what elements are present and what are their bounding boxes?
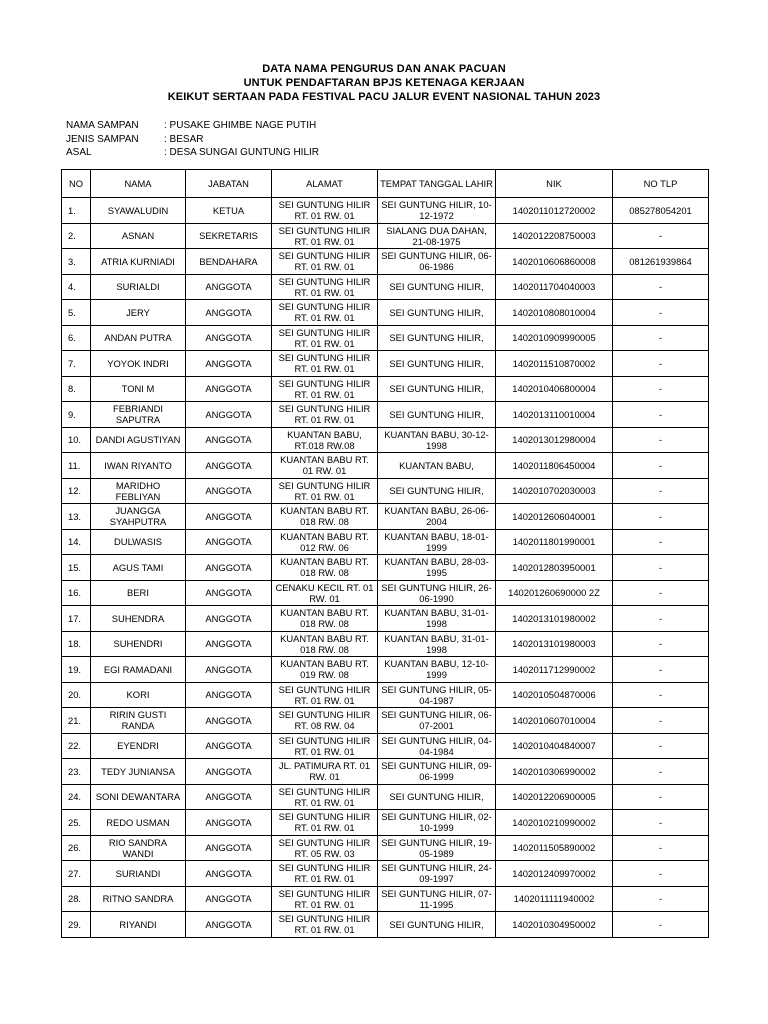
cell-ttl: KUANTAN BABU, 28-03-1995 [378,555,496,581]
cell-jabatan: ANGGOTA [186,376,272,402]
cell-ttl: SEI GUNTUNG HILIR, [378,300,496,326]
cell-jabatan: ANGGOTA [186,759,272,785]
cell-ttl: SEI GUNTUNG HILIR, 19-05-1989 [378,835,496,861]
cell-alamat: CENAKU KECIL RT. 01 RW. 01 [272,580,378,606]
table-header-row [62,170,709,198]
cell-no-tlp: - [613,657,709,683]
cell-ttl: KUANTAN BABU, 31-01-1998 [378,606,496,632]
cell-nama: RIRIN GUSTI RANDA [91,708,186,734]
table-row [62,351,709,377]
cell-nik: 1402010306990002 [496,759,613,785]
cell-no-tlp: - [613,835,709,861]
table-row [62,708,709,734]
cell-jabatan: ANGGOTA [186,733,272,759]
cell-nama: RIO SANDRA WANDI [91,835,186,861]
cell-alamat: SEI GUNTUNG HILIR RT. 01 RW. 01 [272,861,378,887]
cell-nik: 1402013110010004 [496,402,613,428]
jenis-sampan-row [66,133,319,147]
cell-jabatan: ANGGOTA [186,427,272,453]
cell-nik: 1402010702030003 [496,478,613,504]
cell-jabatan: ANGGOTA [186,580,272,606]
col-header-nik: NIK [496,170,613,198]
cell-nama: EYENDRI [91,733,186,759]
cell-nama: DANDI AGUSTIYAN [91,427,186,453]
cell-jabatan: ANGGOTA [186,504,272,530]
cell-alamat: SEI GUNTUNG HILIR RT. 01 RW. 01 [272,249,378,275]
cell-no: 15. [62,555,91,581]
cell-jabatan: ANGGOTA [186,784,272,810]
cell-nama: ANDAN PUTRA [91,325,186,351]
cell-ttl: SIALANG DUA DAHAN, 21-08-1975 [378,223,496,249]
table-row [62,759,709,785]
cell-jabatan: ANGGOTA [186,708,272,734]
asal-row [66,146,319,160]
cell-no: 19. [62,657,91,683]
cell-nama: ATRIA KURNIADI [91,249,186,275]
cell-no: 7. [62,351,91,377]
cell-jabatan: ANGGOTA [186,886,272,912]
cell-jabatan: ANGGOTA [186,631,272,657]
cell-no: 16. [62,580,91,606]
cell-no-tlp: - [613,504,709,530]
cell-nik: 1402011704040003 [496,274,613,300]
cell-no: 17. [62,606,91,632]
cell-alamat: SEI GUNTUNG HILIR RT. 01 RW. 01 [272,784,378,810]
cell-nik: 1402010404840007 [496,733,613,759]
cell-nama: SUHENDRI [91,631,186,657]
cell-alamat: SEI GUNTUNG HILIR RT. 01 RW. 01 [272,886,378,912]
cell-nik: 1402011510870002 [496,351,613,377]
cell-alamat: SEI GUNTUNG HILIR RT. 01 RW. 01 [272,325,378,351]
cell-no: 28. [62,886,91,912]
cell-nik: 1402011806450004 [496,453,613,479]
cell-ttl: KUANTAN BABU, [378,453,496,479]
cell-nama: KORI [91,682,186,708]
cell-ttl: SEI GUNTUNG HILIR, 04-04-1984 [378,733,496,759]
cell-no-tlp: - [613,810,709,836]
document-title [0,62,768,104]
cell-nama: TEDY JUNIANSA [91,759,186,785]
col-header-ttl: TEMPAT TANGGAL LAHIR [378,170,496,198]
cell-nik: 1402012206900005 [496,784,613,810]
title-line-2: UNTUK PENDAFTARAN BPJS KETENAGA KERJAAN [243,77,525,89]
cell-ttl: KUANTAN BABU, 31-01-1998 [378,631,496,657]
table-row [62,274,709,300]
cell-no-tlp: - [613,733,709,759]
table-row [62,682,709,708]
cell-ttl: SEI GUNTUNG HILIR, 06-06-1986 [378,249,496,275]
table-row [62,784,709,810]
cell-alamat: SEI GUNTUNG HILIR RT. 05 RW. 03 [272,835,378,861]
cell-ttl: SEI GUNTUNG HILIR, [378,325,496,351]
cell-no: 27. [62,861,91,887]
cell-no-tlp: 085278054201 [613,198,709,224]
cell-nama: SYAWALUDIN [91,198,186,224]
cell-no-tlp: - [613,223,709,249]
cell-alamat: SEI GUNTUNG HILIR RT. 01 RW. 01 [272,376,378,402]
cell-nik: 1402012803950001 [496,555,613,581]
asal-label: ASAL [66,147,92,158]
col-header-nama: NAMA [91,170,186,198]
table-row [62,529,709,555]
cell-jabatan: ANGGOTA [186,453,272,479]
cell-no-tlp: - [613,912,709,938]
cell-no: 20. [62,682,91,708]
table-row [62,198,709,224]
cell-nik: 1402010406800004 [496,376,613,402]
cell-alamat: KUANTAN BABU RT. 019 RW. 08 [272,657,378,683]
cell-jabatan: ANGGOTA [186,682,272,708]
cell-nama: RIYANDI [91,912,186,938]
cell-ttl: SEI GUNTUNG HILIR, [378,784,496,810]
cell-no: 4. [62,274,91,300]
cell-nama: EGI RAMADANI [91,657,186,683]
cell-nik: 1402012606040001 [496,504,613,530]
cell-nik: 1402010909990005 [496,325,613,351]
cell-nama: ASNAN [91,223,186,249]
cell-no: 23. [62,759,91,785]
table-row [62,886,709,912]
cell-no-tlp: - [613,274,709,300]
cell-nama: IWAN RIYANTO [91,453,186,479]
cell-jabatan: ANGGOTA [186,657,272,683]
cell-nama: BERI [91,580,186,606]
table-row [62,835,709,861]
jenis-sampan-label: JENIS SAMPAN [66,133,139,145]
cell-no: 3. [62,249,91,275]
cell-ttl: KUANTAN BABU, 30-12-1998 [378,427,496,453]
cell-nama: JERY [91,300,186,326]
cell-no-tlp: - [613,861,709,887]
cell-nama: SURIALDI [91,274,186,300]
cell-ttl: SEI GUNTUNG HILIR, 09-06-1999 [378,759,496,785]
boat-info [66,119,319,160]
cell-no: 26. [62,835,91,861]
col-header-no-tlp: NO TLP [613,170,709,198]
table-row [62,733,709,759]
cell-alamat: KUANTAN BABU, RT.018 RW.08 [272,427,378,453]
cell-nik: 1402013012980004 [496,427,613,453]
cell-ttl: KUANTAN BABU, 26-06-2004 [378,504,496,530]
cell-ttl: KUANTAN BABU, 18-01-1999 [378,529,496,555]
cell-alamat: JL. PATIMURA RT. 01 RW. 01 [272,759,378,785]
cell-alamat: SEI GUNTUNG HILIR RT. 01 RW. 01 [272,733,378,759]
cell-no-tlp: - [613,682,709,708]
cell-ttl: SEI GUNTUNG HILIR, 02-10-1999 [378,810,496,836]
asal-value: : DESA SUNGAI GUNTUNG HILIR [164,147,320,158]
cell-no: 12. [62,478,91,504]
cell-no: 11. [62,453,91,479]
members-table [61,169,709,938]
cell-jabatan: ANGGOTA [186,325,272,351]
cell-nik: 1402010607010004 [496,708,613,734]
cell-nama: DULWASIS [91,529,186,555]
cell-nik: 1402010504870006 [496,682,613,708]
cell-no: 29. [62,912,91,938]
cell-ttl: SEI GUNTUNG HILIR, 24-09-1997 [378,861,496,887]
table-row [62,555,709,581]
cell-ttl: SEI GUNTUNG HILIR, [378,478,496,504]
cell-alamat: SEI GUNTUNG HILIR RT. 01 RW. 01 [272,351,378,377]
cell-no: 21. [62,708,91,734]
cell-jabatan: ANGGOTA [186,861,272,887]
col-header-jabatan: JABATAN [186,170,272,198]
nama-sampan-label: NAMA SAMPAN [66,120,139,131]
cell-nama: RITNO SANDRA [91,886,186,912]
cell-ttl: SEI GUNTUNG HILIR, 05-04-1987 [378,682,496,708]
cell-nik: 1402010304950002 [496,912,613,938]
cell-nik: 1402013101980003 [496,631,613,657]
cell-no-tlp: - [613,351,709,377]
cell-no-tlp: 081261939864 [613,249,709,275]
table-row [62,861,709,887]
cell-ttl: SEI GUNTUNG HILIR, 06-07-2001 [378,708,496,734]
cell-no-tlp: - [613,300,709,326]
table-row [62,376,709,402]
cell-no: 5. [62,300,91,326]
table-row [62,325,709,351]
cell-no: 9. [62,402,91,428]
table-row [62,657,709,683]
cell-nama: SONI DEWANTARA [91,784,186,810]
cell-jabatan: ANGGOTA [186,835,272,861]
cell-nik: 1402011111940002 [496,886,613,912]
col-header-alamat: ALAMAT [272,170,378,198]
title-line-3: KEIKUT SERTAAN PADA FESTIVAL PACU JALUR EVENT NASIONAL TAHUN 2023 [167,91,601,103]
cell-nama: MARIDHO FEBLIYAN [91,478,186,504]
cell-nik: 1402012409970002 [496,861,613,887]
table-row [62,223,709,249]
table-row [62,504,709,530]
cell-no-tlp: - [613,555,709,581]
cell-alamat: KUANTAN BABU RT. 018 RW. 08 [272,606,378,632]
cell-alamat: KUANTAN BABU RT. 018 RW. 08 [272,555,378,581]
cell-jabatan: KETUA [186,198,272,224]
cell-nik: 1402011505890002 [496,835,613,861]
table-row [62,478,709,504]
cell-ttl: KUANTAN BABU, 12-10-1999 [378,657,496,683]
cell-no-tlp: - [613,759,709,785]
cell-no: 14. [62,529,91,555]
cell-no: 2. [62,223,91,249]
cell-alamat: SEI GUNTUNG HILIR RT. 01 RW. 01 [272,274,378,300]
cell-nik: 140201260690000 2Z [496,580,613,606]
cell-jabatan: ANGGOTA [186,606,272,632]
cell-jabatan: ANGGOTA [186,402,272,428]
cell-nama: SURIANDI [91,861,186,887]
cell-ttl: SEI GUNTUNG HILIR, [378,402,496,428]
cell-nama: TONI M [91,376,186,402]
cell-no-tlp: - [613,529,709,555]
cell-jabatan: ANGGOTA [186,274,272,300]
table-row [62,810,709,836]
cell-alamat: KUANTAN BABU RT. 01 RW. 01 [272,453,378,479]
cell-no: 13. [62,504,91,530]
table-row [62,912,709,938]
jenis-sampan-value: : BESAR [164,133,204,145]
cell-ttl: SEI GUNTUNG HILIR, [378,376,496,402]
cell-alamat: KUANTAN BABU RT. 018 RW. 08 [272,631,378,657]
cell-nama: SUHENDRA [91,606,186,632]
table-row [62,300,709,326]
cell-nik: 1402012208750003 [496,223,613,249]
cell-no-tlp: - [613,784,709,810]
cell-no-tlp: - [613,631,709,657]
cell-ttl: SEI GUNTUNG HILIR, [378,351,496,377]
cell-alamat: SEI GUNTUNG HILIR RT. 01 RW. 01 [272,478,378,504]
cell-nik: 1402010210990002 [496,810,613,836]
table-row [62,631,709,657]
table-row [62,249,709,275]
cell-jabatan: ANGGOTA [186,810,272,836]
cell-jabatan: ANGGOTA [186,912,272,938]
cell-no-tlp: - [613,427,709,453]
cell-jabatan: ANGGOTA [186,300,272,326]
cell-jabatan: ANGGOTA [186,351,272,377]
cell-no-tlp: - [613,580,709,606]
cell-no: 24. [62,784,91,810]
cell-alamat: SEI GUNTUNG HILIR RT. 01 RW. 01 [272,912,378,938]
cell-no-tlp: - [613,708,709,734]
cell-no-tlp: - [613,376,709,402]
title-line-1: DATA NAMA PENGURUS DAN ANAK PACUAN [262,63,506,75]
cell-alamat: SEI GUNTUNG HILIR RT. 01 RW. 01 [272,682,378,708]
cell-ttl: SEI GUNTUNG HILIR, [378,274,496,300]
nama-sampan-value: : PUSAKE GHIMBE NAGE PUTIH [164,120,317,131]
table-row [62,402,709,428]
cell-nama: REDO USMAN [91,810,186,836]
cell-nik: 1402010808010004 [496,300,613,326]
cell-jabatan: ANGGOTA [186,555,272,581]
cell-alamat: KUANTAN BABU RT. 012 RW. 06 [272,529,378,555]
cell-alamat: KUANTAN BABU RT. 018 RW. 08 [272,504,378,530]
cell-no-tlp: - [613,453,709,479]
cell-no: 8. [62,376,91,402]
table-row [62,427,709,453]
cell-nik: 1402011712990002 [496,657,613,683]
cell-alamat: SEI GUNTUNG HILIR RT. 01 RW. 01 [272,223,378,249]
cell-no: 1. [62,198,91,224]
cell-nama: YOYOK INDRI [91,351,186,377]
cell-alamat: SEI GUNTUNG HILIR RT. 01 RW. 01 [272,810,378,836]
cell-nama: AGUS TAMI [91,555,186,581]
cell-jabatan: ANGGOTA [186,478,272,504]
cell-ttl: SEI GUNTUNG HILIR, 07-11-1995 [378,886,496,912]
col-header-no: NO [62,170,91,198]
cell-nama: JUANGGA SYAHPUTRA [91,504,186,530]
cell-no: 22. [62,733,91,759]
cell-nik: 1402013101980002 [496,606,613,632]
cell-jabatan: SEKRETARIS [186,223,272,249]
cell-nama: FEBRIANDI SAPUTRA [91,402,186,428]
cell-no-tlp: - [613,402,709,428]
nama-sampan-row [66,119,319,133]
table-row [62,580,709,606]
cell-nik: 1402011012720002 [496,198,613,224]
cell-alamat: SEI GUNTUNG HILIR RT. 08 RW. 04 [272,708,378,734]
cell-no-tlp: - [613,886,709,912]
table-row [62,606,709,632]
cell-no-tlp: - [613,325,709,351]
table-row [62,453,709,479]
cell-no: 25. [62,810,91,836]
cell-no: 10. [62,427,91,453]
cell-no-tlp: - [613,606,709,632]
cell-alamat: SEI GUNTUNG HILIR RT. 01 RW. 01 [272,198,378,224]
cell-no: 6. [62,325,91,351]
cell-nik: 1402010606860008 [496,249,613,275]
cell-jabatan: ANGGOTA [186,529,272,555]
cell-alamat: SEI GUNTUNG HILIR RT. 01 RW. 01 [272,402,378,428]
cell-jabatan: BENDAHARA [186,249,272,275]
cell-nik: 1402011801990001 [496,529,613,555]
cell-ttl: SEI GUNTUNG HILIR, 26-06-1990 [378,580,496,606]
cell-alamat: SEI GUNTUNG HILIR RT. 01 RW. 01 [272,300,378,326]
cell-ttl: SEI GUNTUNG HILIR, [378,912,496,938]
cell-no: 18. [62,631,91,657]
cell-no-tlp: - [613,478,709,504]
cell-ttl: SEI GUNTUNG HILIR, 10-12-1972 [378,198,496,224]
